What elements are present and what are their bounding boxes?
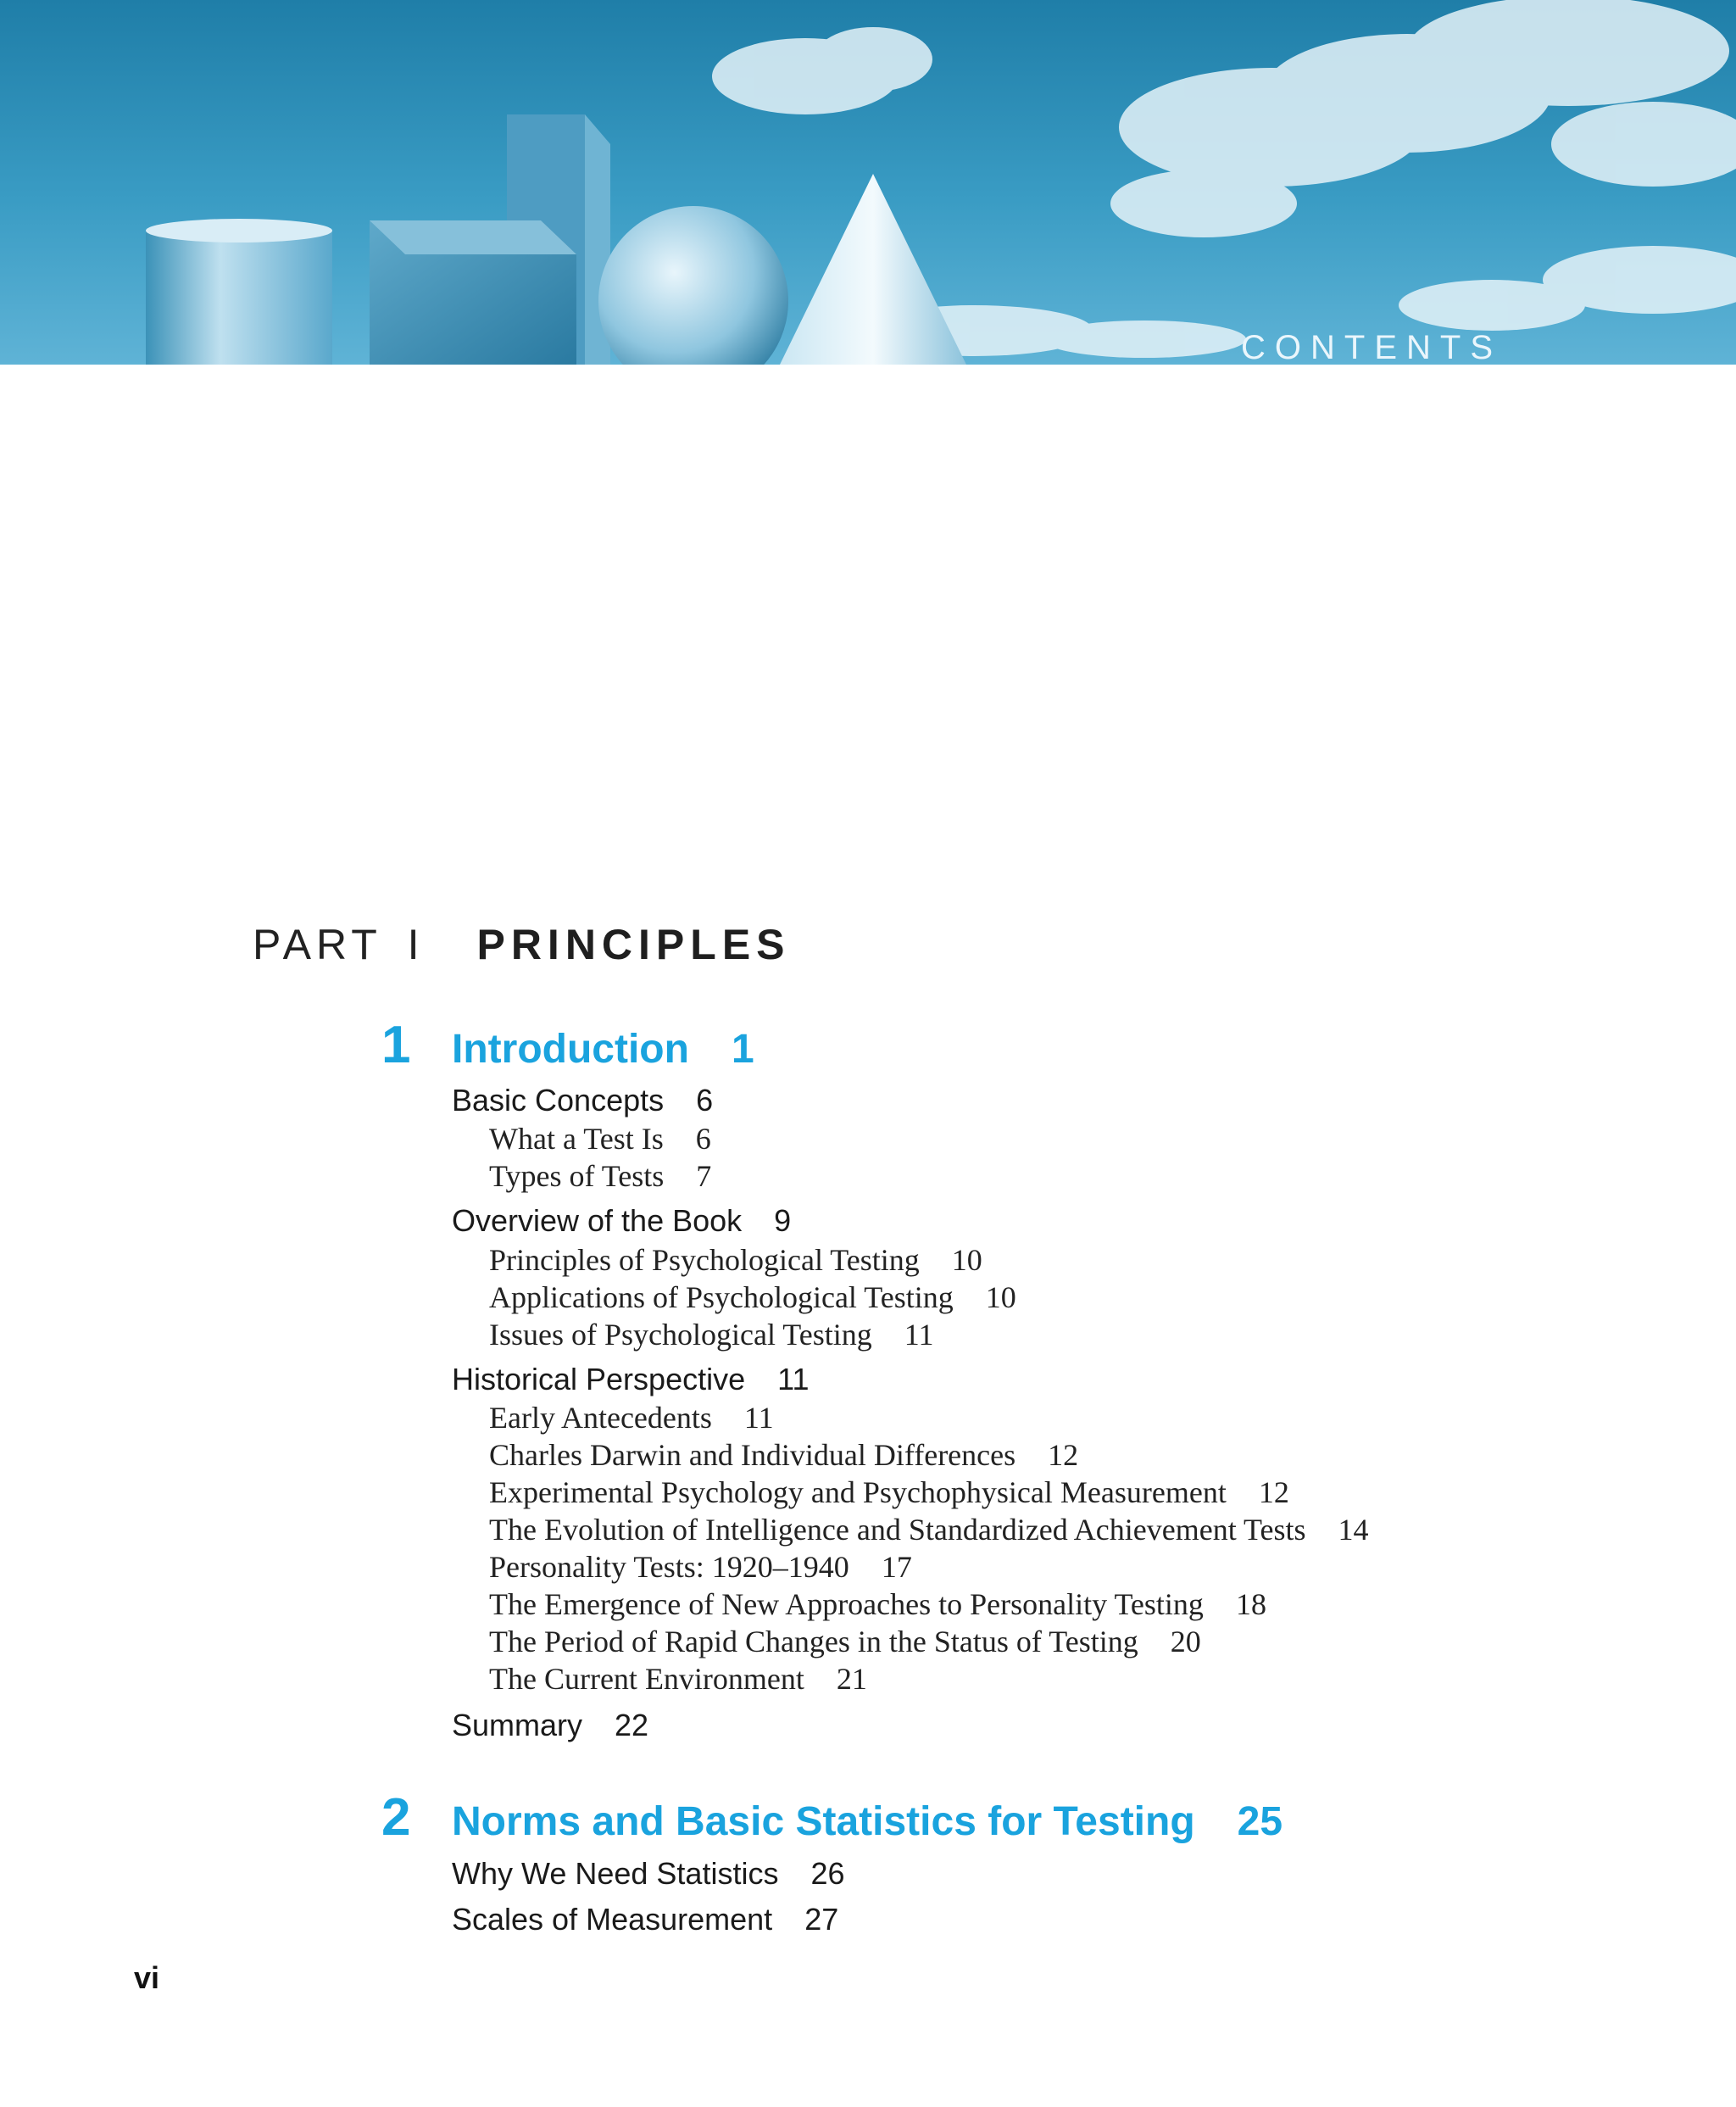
toc-subsection-page: 18 [1235, 1587, 1266, 1621]
toc-section[interactable] [452, 1362, 810, 1397]
toc-subsection-title: The Period of Rapid Changes in the Status of Testing [489, 1625, 1138, 1658]
toc-section[interactable] [452, 1902, 838, 1937]
toc-subsection[interactable] [489, 1624, 1201, 1659]
chapter-title[interactable] [452, 1026, 754, 1073]
toc-subsection[interactable] [489, 1121, 711, 1157]
toc-subsection-title: Personality Tests: 1920–1940 [489, 1550, 849, 1584]
chapter-number: 1 [381, 1016, 411, 1074]
chapter-title-text: Norms and Basic Statistics for Testing [452, 1799, 1195, 1844]
chapter-title[interactable] [452, 1798, 1283, 1845]
toc-subsection[interactable] [489, 1549, 912, 1585]
toc-subsection-title: Experimental Psychology and Psychophysical Measurement [489, 1475, 1227, 1509]
toc-subsection-page: 12 [1048, 1438, 1079, 1472]
part-heading [253, 920, 791, 969]
toc-section-page: 6 [696, 1083, 714, 1118]
toc-section-title: Scales of Measurement [452, 1902, 773, 1937]
toc-subsection[interactable] [489, 1661, 867, 1697]
toc-section[interactable] [452, 1083, 713, 1118]
toc-subsection-title: The Current Environment [489, 1662, 804, 1696]
toc-subsection-page: 20 [1170, 1625, 1201, 1658]
toc-section-page: 11 [777, 1362, 810, 1396]
toc-subsection-page: 10 [951, 1243, 982, 1277]
part-title: PRINCIPLES [476, 921, 791, 968]
toc-section[interactable] [452, 1203, 791, 1239]
toc-section-title: Historical Perspective [452, 1362, 746, 1396]
toc-subsection-page: 14 [1338, 1513, 1369, 1547]
toc-subsection-page: 7 [696, 1159, 712, 1193]
toc-subsection-title: What a Test Is [489, 1122, 664, 1156]
toc-subsection-page: 21 [836, 1662, 867, 1696]
toc-subsection[interactable] [489, 1158, 711, 1194]
toc-subsection[interactable] [489, 1400, 774, 1435]
toc-subsection-title: Types of Tests [489, 1159, 665, 1193]
toc-section-title: Why We Need Statistics [452, 1856, 779, 1891]
chapter-number: 2 [381, 1788, 411, 1847]
toc-subsection[interactable] [489, 1242, 982, 1278]
toc-subsection-page: 12 [1258, 1475, 1289, 1509]
header-banner [0, 0, 1736, 365]
toc-subsection-page: 11 [743, 1401, 774, 1435]
toc-section-page: 22 [615, 1708, 649, 1742]
chapter-page: 25 [1237, 1799, 1283, 1844]
chapter-title-text: Introduction [452, 1027, 689, 1072]
toc-section-page: 27 [804, 1902, 839, 1937]
geometric-shapes-sky-illustration [0, 0, 1736, 365]
page-folio: vi [134, 1960, 160, 1995]
toc-section-page: 26 [810, 1856, 845, 1891]
toc-section-title: Overview of the Book [452, 1203, 743, 1238]
toc-section-page: 9 [774, 1203, 792, 1238]
toc-subsection-page: 10 [985, 1280, 1016, 1314]
toc-subsection-title: Early Antecedents [489, 1401, 712, 1435]
toc-subsection[interactable] [489, 1474, 1289, 1510]
toc-section[interactable] [452, 1708, 648, 1743]
part-numeral: I [407, 921, 425, 968]
toc-subsection[interactable] [489, 1279, 1016, 1315]
toc-subsection[interactable] [489, 1437, 1078, 1473]
toc-subsection-title: Charles Darwin and Individual Differences [489, 1438, 1016, 1472]
toc-subsection-title: Issues of Psychological Testing [489, 1318, 872, 1352]
part-label: PART [253, 921, 382, 968]
contents-label: CONTENTS [1241, 329, 1502, 365]
toc-subsection[interactable] [489, 1512, 1369, 1547]
toc-subsection[interactable] [489, 1317, 933, 1352]
toc-subsection-title: The Emergence of New Approaches to Personality Testing [489, 1587, 1204, 1621]
toc-section[interactable] [452, 1856, 845, 1892]
toc-section-title: Basic Concepts [452, 1083, 665, 1118]
toc-subsection-page: 17 [881, 1550, 912, 1584]
toc-section-title: Summary [452, 1708, 583, 1742]
toc-subsection-page: 11 [904, 1318, 934, 1352]
toc-subsection-title: Principles of Psychological Testing [489, 1243, 920, 1277]
toc-subsection-title: Applications of Psychological Testing [489, 1280, 954, 1314]
toc-subsection[interactable] [489, 1586, 1266, 1622]
toc-subsection-page: 6 [695, 1122, 711, 1156]
chapter-page: 1 [731, 1027, 754, 1072]
toc-subsection-title: The Evolution of Intelligence and Standardized Achievement Tests [489, 1513, 1306, 1547]
